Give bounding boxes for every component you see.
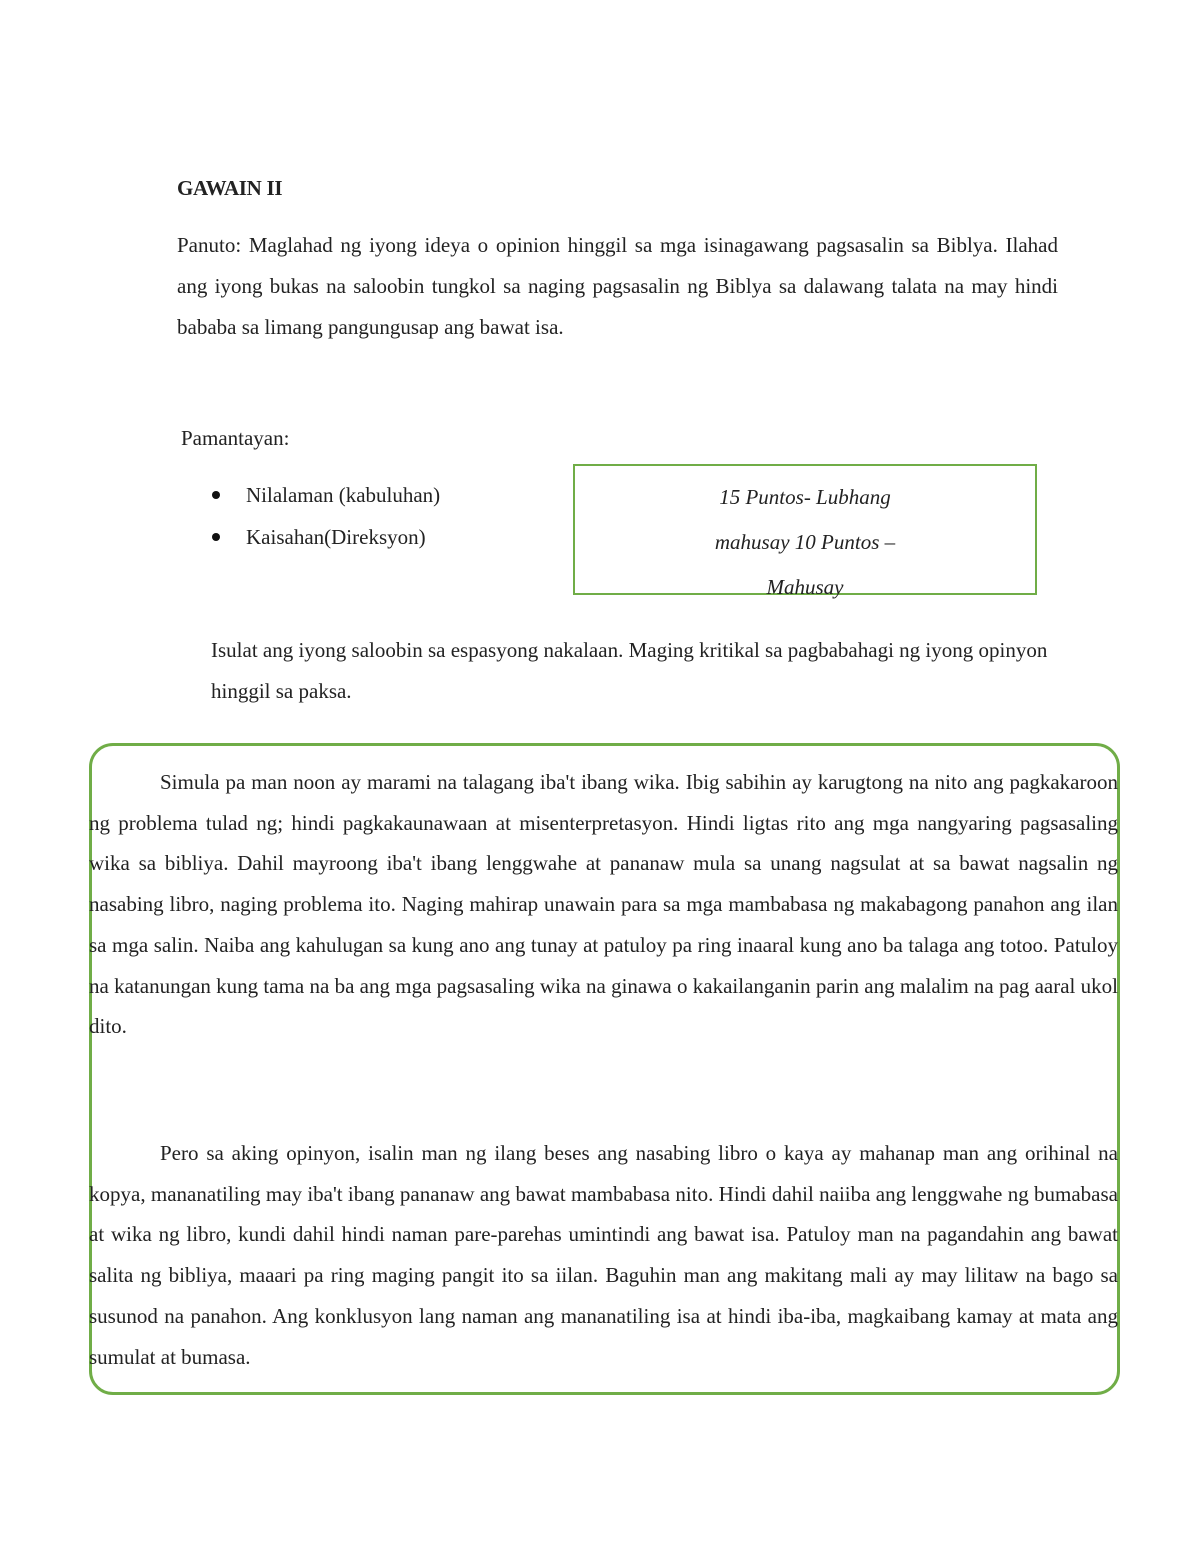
instructions-paragraph: Panuto: Maglahad ng iyong ideya o opinion hinggil sa mga isinagawang pagsasalin sa Biblya. Ilahad ang iyong bukas na saloobin tungkol sa naging pagsasalin ng Biblya sa dalawang talata na may hindi bababa sa limang pangungusap ang bawat isa. [177, 233, 1058, 339]
page-title: GAWAIN II [177, 176, 283, 200]
bullet-icon [212, 533, 220, 541]
answer-paragraph-1: Simula pa man noon ay marami na talagang iba't ibang wika. Ibig sabihin ay karugtong na nito ang pagkakaroon ng problema tulad ng; hindi pagkakaunawaan at misenterpretasyon. Hindi ligtas rito ang mga nangyaring pagsasaling wika sa bibliya. Dahil mayroong iba't ibang lenggwahe at pananaw mula sa unang nagsulat at sa bawat nagsalin ng nasabing libro, naging problema ito. Naging mahirap unawain para sa mga mambabasa ng makabagong panahon ang ilan sa mga salin. Naiba ang kahulugan sa kung ano ang tunay at patuloy pa ring inaaral kung ano ba talaga ang totoo. Patuloy na katanungan kung tama na ba ang mga pagsasaling wika na ginawa o kakailanganin parin ang malalim na pag aaral ukol dito. [89, 770, 1118, 1039]
write-instruction: Isulat ang iyong saloobin sa espasyong nakalaan. Maging kritikal sa pagbabahagi ng iyong opinyon hinggil sa paksa. [211, 638, 1048, 703]
list-item [208, 522, 440, 564]
criteria-list [208, 480, 440, 564]
bullet-icon [212, 491, 220, 499]
scoring-line: 15 Puntos- Lubhang [719, 485, 891, 509]
answer-paragraph-2: Pero sa aking opinyon, isalin man ng ilang beses ang nasabing libro o kaya ay mahanap man ang orihinal na kopya, mananatiling may iba't ibang pananaw ang bawat mambabasa nito. Hindi dahil naiiba ang lenggwahe ng bumabasa at wika ng libro, kundi dahil hindi naman pare-parehas umintindi ang bawat isa. Patuloy man na pagandahin ang bawat salita ng bibliya, maaari pa ring maging pangit ito sa iilan. Baguhin man ang makitang mali ay may lilitaw na bago sa susunod na panahon. Ang konklusyon lang naman ang mananatiling isa at hindi iba-iba, magkaibang kamay at mata ang sumulat at bumasa. [89, 1141, 1118, 1369]
list-item [208, 480, 440, 522]
criteria-item-label: Kaisahan(Direksyon) [246, 525, 426, 549]
scoring-box [573, 464, 1037, 599]
criteria-label: Pamantayan: [181, 426, 290, 450]
criteria-item-label: Nilalaman (kabuluhan) [246, 483, 441, 507]
scoring-line: mahusay 10 Puntos – [714, 530, 896, 554]
scoring-line: Mahusay [766, 575, 844, 599]
